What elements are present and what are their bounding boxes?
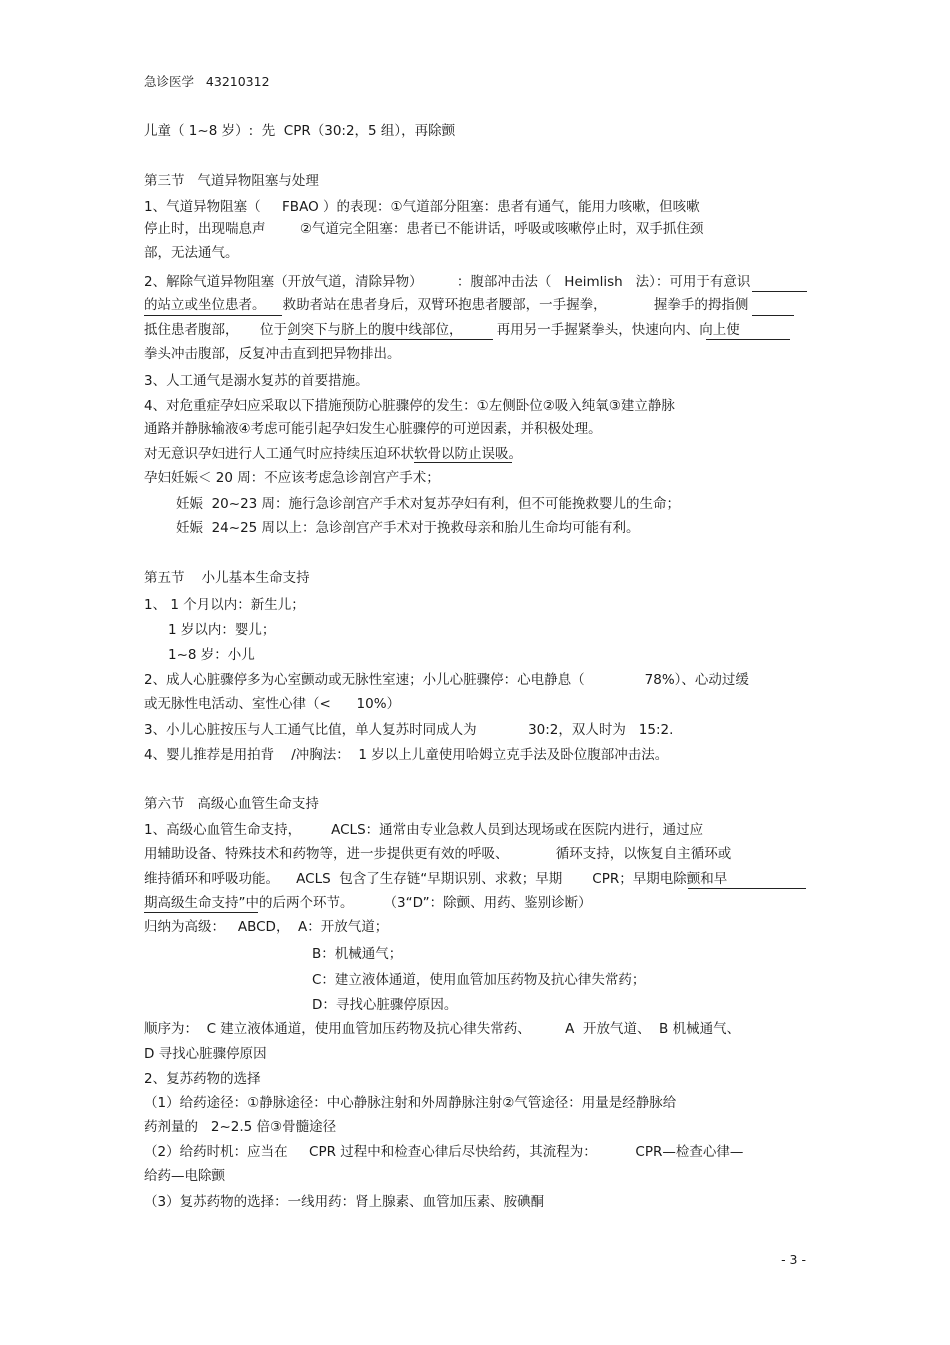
text-line: 给药—电除颤 bbox=[144, 1168, 225, 1184]
text-line: （2）给药时机：应当在 CPR 过程中和检查心律后尽快给药，其流程为： CPR—检查心律— bbox=[144, 1144, 744, 1160]
underline-mark bbox=[752, 291, 807, 292]
section-heading: 第六节 高级心血管生命支持 bbox=[144, 796, 319, 812]
text-line: 1、 1 个月以内：新生儿； bbox=[144, 597, 305, 613]
text-line: 或无脉性电活动、室性心律（< 10%） bbox=[144, 696, 401, 712]
text-line: 期高级生命支持”中的后两个环节。 （3“D”：除颤、用药、鉴别诊断） bbox=[144, 895, 592, 911]
text-line: 3、小儿心脏按压与人工通气比值，单人复苏时同成人为 30:2，双人时为 15:2. bbox=[144, 722, 674, 738]
text-line: 3、人工通气是溺水复苏的首要措施。 bbox=[144, 373, 369, 389]
underline-mark bbox=[288, 339, 493, 340]
text-line: 1、气道异物阻塞（ FBAO ）的表现：①气道部分阻塞：患者有通气，能用力咳嗽，但咳嗽 bbox=[144, 199, 700, 215]
text-line: C：建立液体通道，使用血管加压药物及抗心律失常药； bbox=[312, 972, 646, 988]
text-line: 1 岁以内：婴儿； bbox=[168, 622, 276, 638]
text-line: 抵住患者腹部， 位于剑突下与脐上的腹中线部位， 再用另一手握紧拳头，快速向内、向上使 bbox=[144, 322, 740, 338]
text-line: 1、高级心血管生命支持， ACLS：通常由专业急救人员到达现场或在医院内进行，通过应 bbox=[144, 822, 704, 838]
text-line: B：机械通气； bbox=[312, 946, 403, 962]
text-line: 药剂量的 2~2.5 倍③骨髓途径 bbox=[144, 1119, 337, 1135]
text-line: 部，无法通气。 bbox=[144, 245, 239, 261]
text-line: 4、对危重症孕妇应采取以下措施预防心脏骤停的发生：①左侧卧位②吸入纯氧③建立静脉 bbox=[144, 398, 675, 414]
text-line: 妊娠 20~23 周：施行急诊剖宫产手术对复苏孕妇有利，但不可能挽救婴儿的生命； bbox=[176, 496, 681, 512]
text-line: 4、婴儿推荐是用拍背 /冲胸法： 1 岁以上儿童使用哈姆立克手法及卧位腹部冲击法。 bbox=[144, 747, 669, 763]
underline-mark bbox=[414, 462, 512, 463]
text-line: 妊娠 24~25 周以上：急诊剖宫产手术对于挽救母亲和胎儿生命均可能有利。 bbox=[176, 520, 640, 536]
text-line: 2、复苏药物的选择 bbox=[144, 1071, 261, 1087]
text-line: 停止时，出现喘息声 ②气道完全阻塞：患者已不能讲话，呼吸或咳嗽停止时，双手抓住颈 bbox=[144, 221, 704, 237]
text-line: 2、解除气道异物阻塞（开放气道，清除异物） ：腹部冲击法（ Heimlish 法）：可用于有意识 bbox=[144, 274, 751, 290]
section-heading: 第五节 小儿基本生命支持 bbox=[144, 570, 310, 586]
underline-mark bbox=[144, 315, 282, 316]
text-line: 1~8 岁：小儿 bbox=[168, 647, 255, 663]
text-line: D：寻找心脏骤停原因。 bbox=[312, 997, 458, 1013]
text-line: 归纳为高级： ABCD， A：开放气道； bbox=[144, 919, 389, 935]
text-line: 孕妇妊娠＜ 20 周：不应该考虑急诊剖宫产手术； bbox=[144, 470, 440, 486]
text-line: 用辅助设备、特殊技术和药物等，进一步提供更有效的呼吸、 循环支持，以恢复自主循环或 bbox=[144, 846, 732, 862]
text-line: 通路并静脉输液④考虑可能引起孕妇发生心脏骤停的可逆因素，并积极处理。 bbox=[144, 421, 602, 437]
text-line: 对无意识孕妇进行人工通气时应持续压迫环状软骨以防止误吸。 bbox=[144, 446, 522, 462]
underline-mark bbox=[752, 315, 794, 316]
underline-mark bbox=[144, 912, 258, 913]
page-number: - 3 - bbox=[781, 1252, 806, 1267]
underline-mark bbox=[688, 888, 806, 889]
text-line: D 寻找心脏骤停原因 bbox=[144, 1046, 267, 1062]
text-line: 顺序为： C 建立液体通道，使用血管加压药物及抗心律失常药、 A 开放气道、 B 机械通气、 bbox=[144, 1021, 741, 1037]
text-line: （1）给药途径：①静脉途径：中心静脉注射和外周静脉注射②气管途径：用量是经静脉给 bbox=[144, 1095, 677, 1111]
text-line: 的站立或坐位患者。 救助者站在患者身后，双臂环抱患者腰部，一手握拳， 握拳手的拇指侧 bbox=[144, 297, 749, 313]
text-line: 拳头冲击腹部，反复冲击直到把异物排出。 bbox=[144, 346, 401, 362]
underline-mark bbox=[706, 339, 790, 340]
text-line: （3）复苏药物的选择：一线用药：肾上腺素、血管加压素、胺碘酮 bbox=[144, 1194, 545, 1210]
page-header: 急诊医学 43210312 bbox=[144, 74, 270, 89]
text-line: 维持循环和呼吸功能。 ACLS 包含了生存链“早期识别、求救；早期 CPR；早期电除颤和早 bbox=[144, 871, 728, 887]
text-line: 2、成人心脏骤停多为心室颤动或无脉性室速；小儿心脏骤停：心电静息（ 78%）、心动过缓 bbox=[144, 672, 749, 688]
text-line: 儿童（ 1~8 岁）: 先 CPR（30:2，5 组），再除颤 bbox=[144, 123, 456, 139]
section-heading: 第三节 气道异物阻塞与处理 bbox=[144, 173, 319, 189]
